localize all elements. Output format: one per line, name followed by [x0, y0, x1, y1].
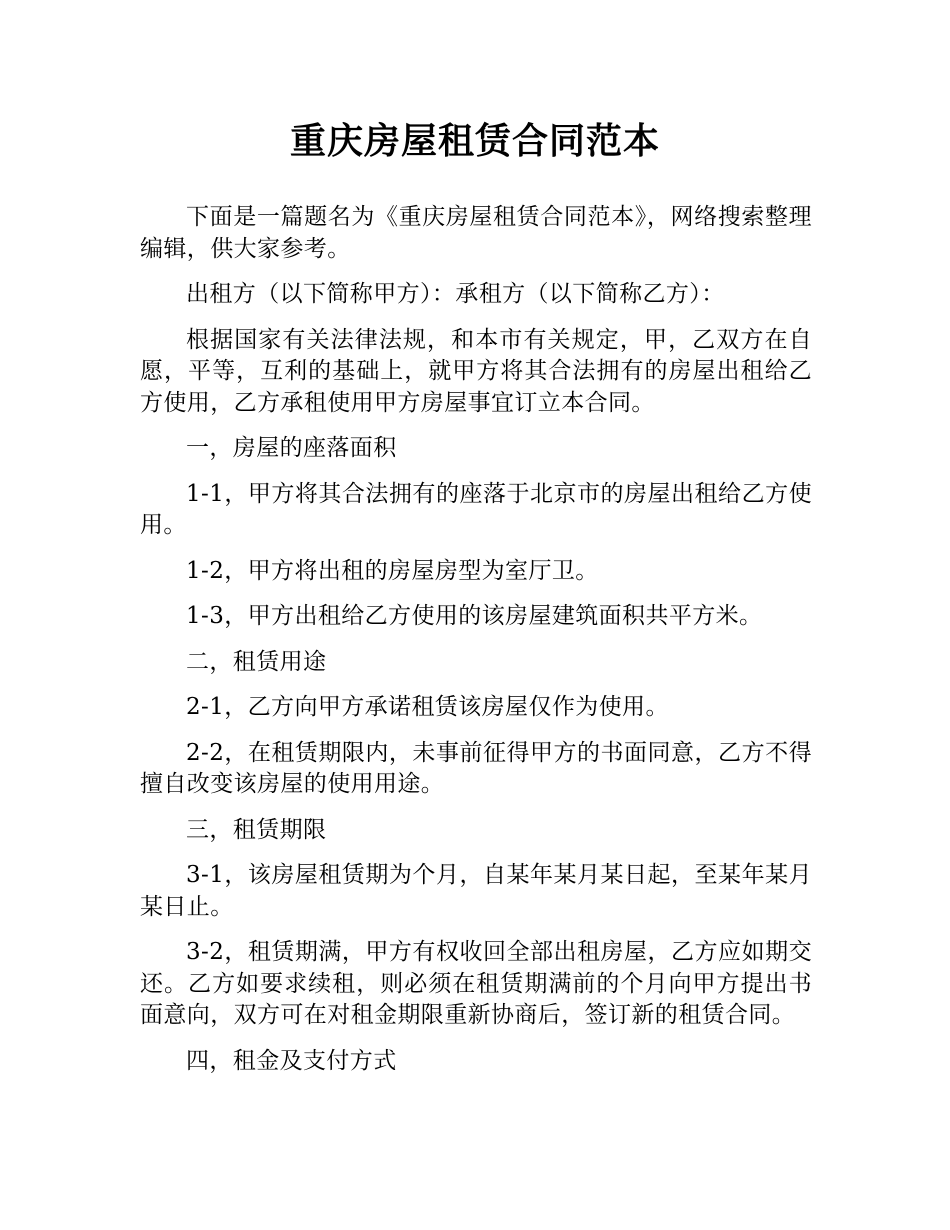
clause-1-2: 1-2，甲方将出租的房屋房型为室厅卫。 — [186, 557, 599, 584]
section-heading-2: 二，租赁用途 — [186, 648, 327, 675]
paragraph-basis: 根据国家有关法律法规，和本市有关规定，甲，乙双方在自愿，平等，互利的基础上，就甲方将其合法拥有的房屋出租给乙方使用，乙方承租使用甲方房屋事宜订立本合同。 — [140, 326, 812, 416]
paragraph-parties: 出租方（以下简称甲方）：承租方（以下简称乙方）： — [186, 281, 725, 307]
clause-1-3: 1-3，甲方出租给乙方使用的该房屋建筑面积共平方米。 — [186, 603, 763, 629]
section-heading-1: 一，房屋的座落面积 — [186, 435, 397, 461]
clause-1-1: 1-1，甲方将其合法拥有的座落于北京市的房屋出租给乙方使用。 — [140, 480, 812, 538]
clause-2-1: 2-1，乙方向甲方承诺租赁该房屋仅作为使用。 — [186, 694, 669, 720]
clause-2-2: 2-2，在租赁期限内，未事前征得甲方的书面同意，乙方不得擅自改变该房屋的使用用途。 — [140, 739, 812, 797]
document-title: 重庆房屋租赁合同范本 — [289, 121, 660, 162]
document-body — [140, 202, 812, 1091]
clause-3-2: 3-2，租赁期满，甲方有权收回全部出租房屋，乙方应如期交还。乙方如要求续租，则必须在租赁期满前的个月向甲方提出书面意向，双方可在对租金期限重新协商后，签订新的租赁合同。 — [140, 939, 812, 1028]
paragraph-intro: 下面是一篇题名为《重庆房屋租赁合同范本》，网络搜索整理编辑，供大家参考。 — [140, 204, 812, 262]
section-heading-4: 四，租金及支付方式 — [186, 1047, 397, 1074]
section-heading-3: 三，租赁期限 — [186, 816, 327, 843]
clause-3-1: 3-1，该房屋租赁期为个月，自某年某月某日起，至某年某月某日止。 — [140, 862, 812, 920]
